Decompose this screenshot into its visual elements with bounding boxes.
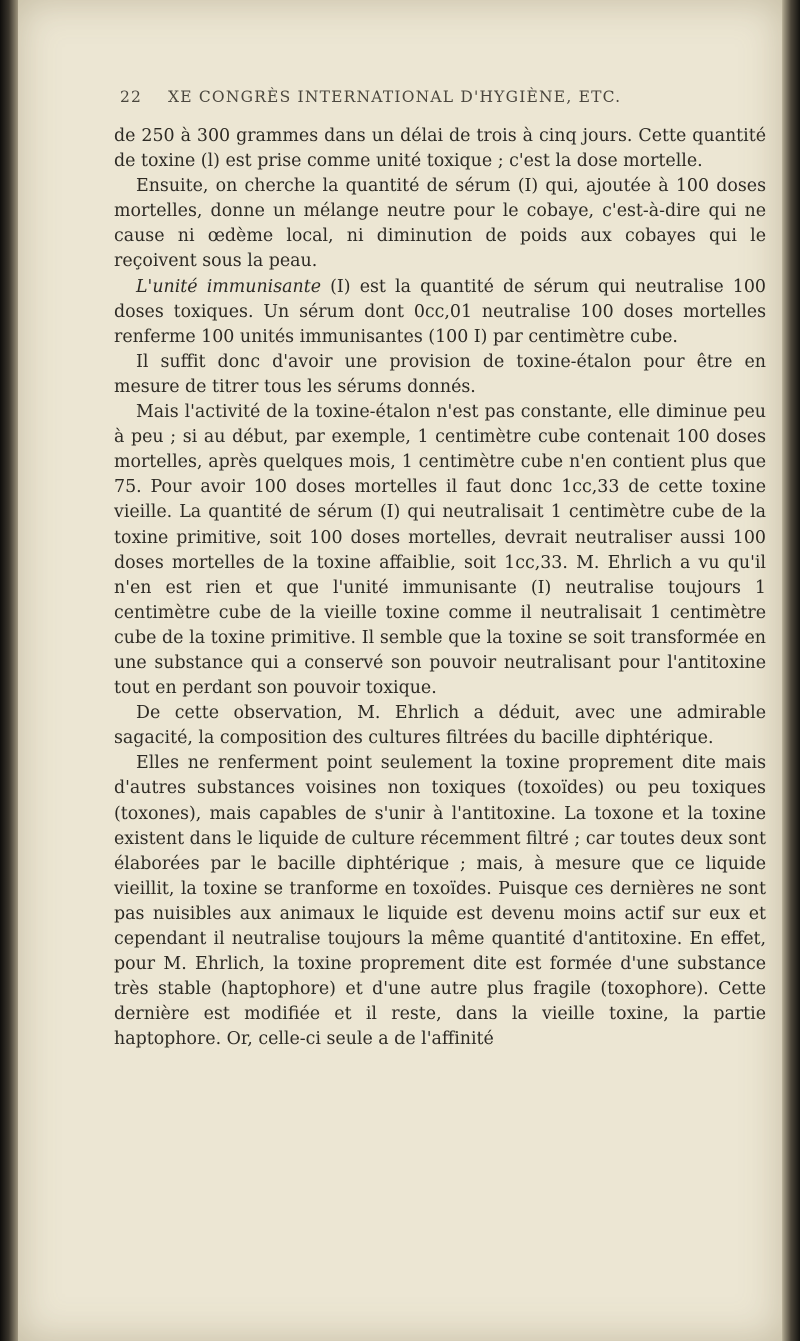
paragraph [114,275,766,350]
scan-right-edge [780,0,800,1341]
paragraph-text: Elles ne renferment point seulement la toxine proprement dite mais d'autres substances voisines non toxiques (toxoïdes) ou peu toxiques (toxones), mais capables de s'unir à l'antitoxine. La toxone et la toxine existent dans le liquide de culture récemment filtré ; car toutes deux sont élaborées par le bacille diphtérique ; mais, à mesure que ce liquide vieillit, la toxine se tranforme en toxoïdes. Puisque ces dernières ne sont pas nuisibles aux animaux le liquide est devenu moins actif sur eux et cependant il neutralise toujours la même quantité d'antitoxine. En effet, pour M. Ehrlich, la toxine proprement dite est formée d'une substance très stable (haptophore) et d'une autre plus fragile (toxophore). Cette dernière est modifiée et il reste, dans la vieille toxine, la partie haptophore. Or, celle-ci seule a de l'affinité [114,753,766,1050]
paragraph-text: Mais l'activité de la toxine-étalon n'est pas constante, elle diminue peu à peu ; si au début, par exemple, 1 centimètre cube contenait 100 doses mortelles, après quelques mois, 1 centimètre cube n'en contient plus que 75. Pour avoir 100 doses mortelles il faut donc 1cc,33 de cette toxine vieille. La quantité de sérum (I) qui neutralisait 1 centimètre cube de la toxine primitive, soit 100 doses mortelles, devrait neutraliser aussi 100 doses mortelles de la toxine affaiblie, soit 1cc,33. M. Ehrlich a vu qu'il n'en est rien et que l'unité immunisante (I) neutralise toujours 1 centimètre cube de la vieille toxine comme il neutralisait 1 centimètre cube de la toxine primitive. Il semble que la toxine se soit transformée en une substance qui a conservé son pouvoir neutralisant pour l'antitoxine tout en perdant son pouvoir toxique. [114,402,766,699]
running-title: XE CONGRÈS INTERNATIONAL D'HYGIÈNE, ETC. [168,88,622,106]
paragraph-text: de 250 à 300 grammes dans un délai de trois à cinq jours. Cette quantité de toxine (l) est prise comme unité toxique ; c'est la dose mortelle. [114,126,766,172]
paragraph-text: De cette observation, M. Ehrlich a déduit, avec une admirable sagacité, la composition des cultures filtrées du bacille diphtérique. [114,703,766,749]
body-text [114,124,766,1052]
paragraph-text: Il suffit donc d'avoir une provision de toxine-étalon pour être en mesure de titrer tous les sérums donnés. [114,351,766,397]
paragraph [114,701,766,751]
term-unite-immunisante: L'unité immunisante [136,276,321,297]
paragraph-text: Ensuite, on cherche la quantité de sérum (I) qui, ajoutée à 100 doses mortelles, donne un mélange neutre pour le cobaye, c'est-à-dire qui ne cause ni œdème local, ni diminution de poids aux cobayes qui le reçoivent sous la peau. [114,176,766,272]
paragraph [114,350,766,400]
paragraph [114,174,766,274]
paragraph [114,400,766,701]
page-number: 22 [120,88,143,106]
paragraph [114,751,766,1052]
page-header [120,88,680,114]
paragraph [114,124,766,174]
paragraph-text: (I) est la quantité de sérum qui neutralise 100 doses toxiques. Un sérum dont 0cc,01 neutralise 100 doses mortelles renferme 100 unités immunisantes (100 I) par centimètre cube. [114,276,766,347]
